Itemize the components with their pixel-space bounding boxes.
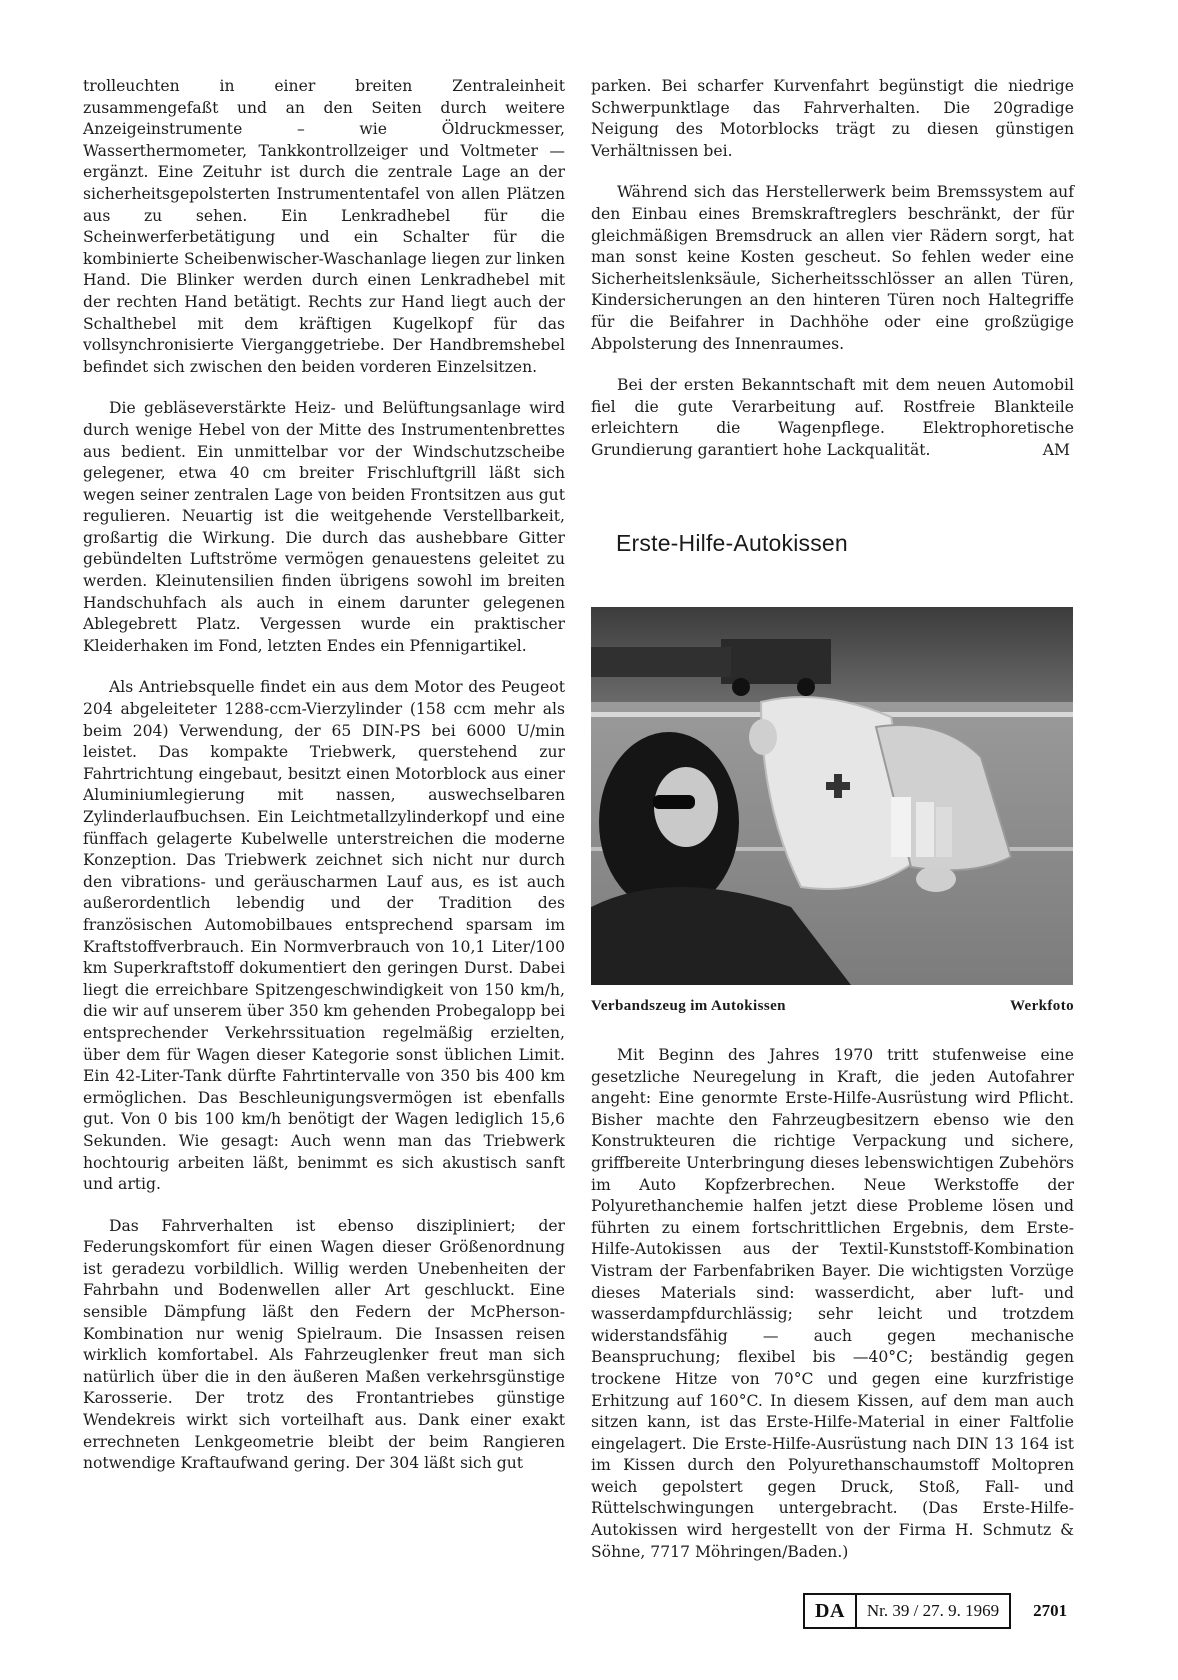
article-photo [591,607,1073,985]
page-footer [803,1593,1067,1629]
magazine-logo: DA [805,1595,857,1627]
author-signature: AM [1042,440,1070,459]
paragraph-text: Bei der ersten Bekanntschaft mit dem neuen Automobil fiel die gute Verarbeitung auf. Rostfreie Blankteile erleichtern die Wagenpflege. Elektrophoretische Grundierung garantiert hohe Lackqualität. [591,376,1074,459]
photo-caption [591,998,1074,1015]
paragraph: Als Antriebsquelle findet ein aus dem Motor des Peugeot 204 abgeleiteter 1288-ccm-Vierzylinder (158 ccm mehr als beim 204) Verwendung, der 65 DIN-PS bei 6000 U/min leistet. Das kompakte Triebwerk, querstehend zur Fahrtrichtung eingebaut, besitzt einen Motorblock aus einer Aluminiumlegierung mit nassen, auswechselbaren Zylinderlaufbuchsen. Ein Leichtmetallzylinderkopf und eine fünffach gelagerte Kubelwelle unterstreichen die moderne Konzeption. Das Triebwerk zeichnet sich nicht nur durch den vibrations- und geräuscharmen Lauf aus, es ist auch außerordentlich lebendig und der Tradition des französischen Automobilbaues entsprechend sparsam im Kraftstoffverbrauch. Ein Normverbrauch von 10,1 Liter/100 km Superkraftstoff dokumentiert den geringen Durst. Dabei liegt die erreichbare Spitzengeschwindigkeit von 150 km/h, die wir auf unserem über 350 km gehenden Probegalopp bei entsprechender Verkehrssituation regelmäßig erzielten, über dem für Wagen dieser Kategorie sonst üblichen Limit. Ein 42-Liter-Tank dürfte Fahrtintervalle von 350 bis 400 km ermöglichen. Das Beschleunigungsvermögen ist ebenfalls gut. Von 0 bis 100 km/h benötigt der Wagen lediglich 15,6 Sekunden. Wie gesagt: Auch wenn man das Triebwerk hochtourig arbeiten läßt, benimmt es sich akustisch sanft und artig. [83,678,565,1194]
paragraph: Das Fahrverhalten ist ebenso diszipliniert; der Federungskomfort für einen Wagen dieser Größenordnung ist geradezu vorbildlich. Willig werden Unebenheiten der Fahrbahn und Bodenwellen aller Art geschluckt. Eine sensible Dämpfung läßt den Federn der McPherson-Kombination nur wenig Spielraum. Die Insassen reisen wirklich komfortabel. Als Fahrzeuglenker freut man sich natürlich über die in den äußeren Maßen verkehrsgünstige Karosserie. Der trotz des Frontantriebes günstige Wendekreis wirkt sich vorteilhaft aus. Dank einer exakt errechneten Lenkgeometrie bleibt der beim Rangieren notwendige Kraftaufwand gering. Der 304 läßt sich gut [83,1216,565,1473]
issue-box [803,1593,1011,1629]
right-column-top [591,76,1074,482]
right-column-bottom [591,1045,1074,1583]
page-number: 2701 [1033,1601,1068,1620]
paragraph: Die gebläseverstärkte Heiz- und Belüftungsanlage wird durch wenige Hebel von der Mitte des Instrumentenbrettes aus bedient. Ein unmittelbar vor der Windschutzscheibe gelegener, etwa 40 cm breiter Frischluftgrill läßt sich wegen seiner zentralen Lage von beiden Frontsitzen aus gut regulieren. Neuartig ist die weitgehende Verstellbarkeit, großartig die Wirkung. Die durch das aushebbare Gitter gebündelten Luftströme vermögen genauestens geleitet zu werden. Kleinutensilien finden übrigens sowohl im breiten Handschuhfach als auch in einem darunter gelegenen Ablegebrett Platz. Vergessen wurde ein praktischer Kleiderhaken im Fond, letzten Endes ein Pfennigartikel. [83,399,565,655]
article-headline: Erste-Hilfe-Autokissen [616,530,848,556]
issue-number: Nr. 39 / 27. 9. 1969 [866,1601,1000,1620]
paragraph: trolleuchten in einer breiten Zentraleinheit zusammengefaßt und an den Seiten durch weitere Anzeigeinstrumente – wie Öldruckmesser, Wasserthermometer, Tankkontrollzeiger und Voltmeter — ergänzt. Eine Zeituhr ist durch die zentrale Lage an der sicherheitsgepolsterten Instrumententafel von allen Plätzen aus zu sehen. Ein Lenkradhebel für die Scheinwerferbetätigung und ein Schalter für die kombinierte Scheibenwischer-Waschanlage liegen zur linken Hand. Die Blinker werden durch einen Lenkradhebel mit der rechten Hand betätigt. Rechts zur Hand liegt auch der Schalthebel mit dem kräftigen Kugelkopf für das vollsynchronisierte Vierganggetriebe. Der Handbremshebel befindet sich zwischen den beiden vorderen Einzelsitzen. [83,77,565,376]
paragraph: Während sich das Herstellerwerk beim Bremssystem auf den Einbau eines Bremskraftreglers beschränkt, der für gleichmäßigen Bremsdruck an allen vier Rädern sorgt, hat man sonst keine Kosten gescheut. So fehlen weder eine Sicherheitslenksäule, Sicherheitsschlösser an allen Türen, Kindersicherungen an den hinteren Türen noch Haltegriffe für die Beifahrer in Dachhöhe oder eine großzügige Abpolsterung des Innenraumes. [591,183,1074,353]
caption-text: Verbandszeug im Autokissen [591,998,786,1014]
paragraph [591,375,1074,461]
left-column [83,76,565,1495]
paragraph: parken. Bei scharfer Kurvenfahrt begünstigt die niedrige Schwerpunktlage das Fahrverhalten. Die 20gradige Neigung des Motorblocks trägt zu diesen günstigen Verhältnissen bei. [591,77,1074,160]
photo-credit: Werkfoto [1009,998,1074,1014]
paragraph: Mit Beginn des Jahres 1970 tritt stufenweise eine gesetzliche Neuregelung in Kraft, die jeden Autofahrer angeht: Eine genormte Erste-Hilfe-Ausrüstung wird Pflicht. Bisher machte den Fahrzeugbesitzern ebenso wie den Konstrukteuren die richtige Verpackung und sichere, griffbereite Unterbringung dieses lebenswichtigen Zubehörs im Auto Kopfzerbrechen. Neue Werkstoffe der Polyurethanchemie halfen jetzt diese Probleme lösen und führten zu einem fortschrittlichen Ergebnis, dem Erste-Hilfe-Autokissen aus der Textil-Kunststoff-Kombination Vistram der Farbenfabriken Bayer. Die wichtigsten Vorzüge dieses Materials sind: wasserdicht, aber luft- und wasserdampfdurchlässig; sehr leicht und trotzdem widerstandsfähig — auch gegen mechanische Beanspruchung; flexibel bis —40°C; beständig gegen trockene Hitze von 70°C und gegen eine kurzfristige Erhitzung auf 160°C. In diesem Kissen, auf dem man auch sitzen kann, ist das Erste-Hilfe-Material in einer Faltfolie eingelagert. Die Erste-Hilfe-Ausrüstung nach DIN 13 164 ist im Kissen durch den Polyurethanschaumstoff Moltopren weich gepolstert gegen Druck, Stoß, Fall- und Rüttelschwingungen untergebracht. (Das Erste-Hilfe-Autokissen wird hergestellt von der Firma H. Schmutz & Söhne, 7717 Möhringen/Baden.) [591,1046,1074,1561]
